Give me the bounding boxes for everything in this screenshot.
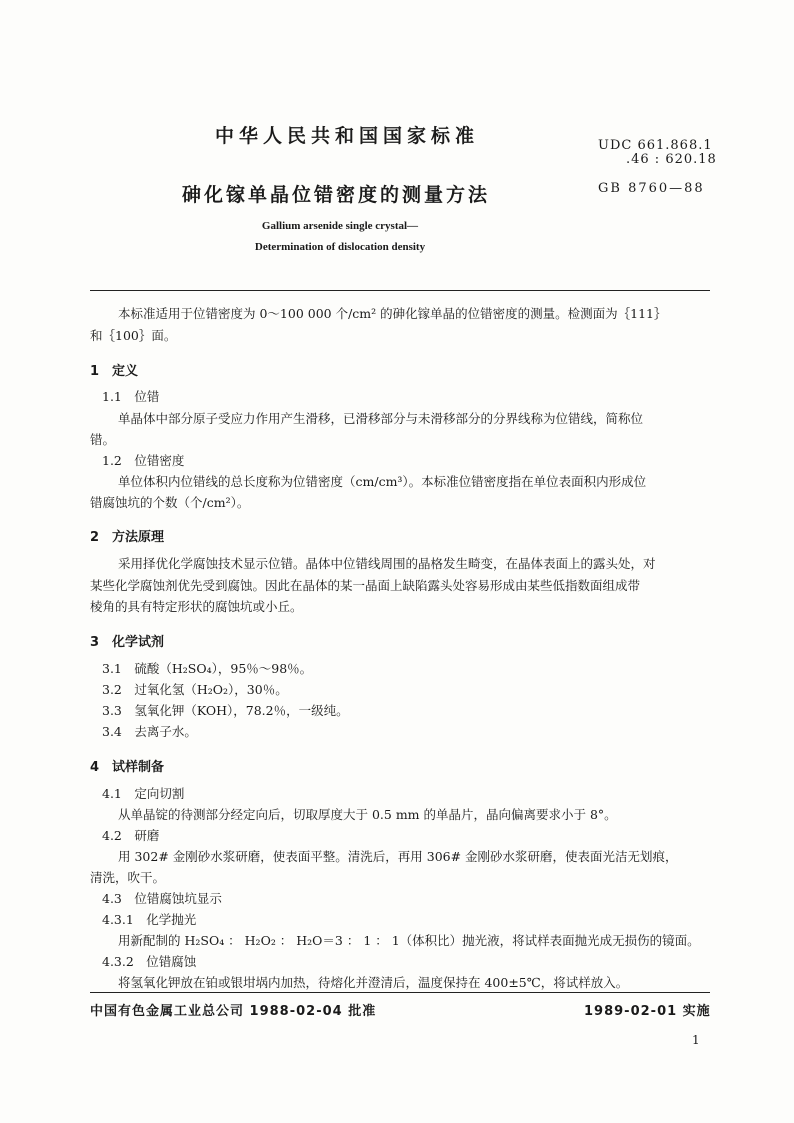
reagent-item-4: 3.4 去离子水。 [102,724,197,739]
section-2-text-line2: 某些化学腐蚀剂优先受到腐蚀。因此在晶体的某一晶面上缺陷露头处容易形成由某些低指数面组成带 [90,578,641,593]
section-4-3-1-text: 用新配制的 H₂SO₄ ： H₂O₂ ： H₂O＝3 ： 1 ： 1（体积比）抛光液，将试样表面抛光成无损伤的镜面。 [118,933,700,948]
document-title: 砷化镓单晶位错密度的测量方法 [182,184,491,206]
section-4-1-heading: 4.1 定向切割 [102,786,185,801]
section-4-2-text-line1: 用 302# 金刚砂水浆研磨，使表面平整。清洗后，再用 306# 金刚砂水浆研磨，使表面光洁无划痕， [118,849,678,864]
section-4-3-heading: 4.3 位错腐蚀坑显示 [102,891,222,906]
intro-line2: 和｛100｝面。 [90,328,177,343]
reagent-item-1: 3.1 硫酸（H₂SO₄），95％～98％。 [102,661,313,676]
footer-divider [90,992,710,993]
section-2-heading: 2 方法原理 [90,530,165,545]
english-title-line1: Gallium arsenide single crystal— [261,220,419,232]
section-1-1-heading: 1.1 位错 [102,389,160,404]
section-2-text-line3: 棱角的具有特定形状的腐蚀坑或小丘。 [90,599,303,614]
udc-code-line2: .46 : 620.18 [626,152,717,167]
section-4-3-2-heading: 4.3.2 位错腐蚀 [102,954,197,969]
section-1-1-text-line1: 单晶体中部分原子受应力作用产生滑移，已滑移部分与未滑移部分的分界线称为位错线，简称位 [118,411,644,426]
section-1-2-text-line1: 单位体积内位错线的总长度称为位错密度（cm/cm³）。本标准位错密度指在单位表面积内形成位 [118,474,647,489]
gb-number: GB 8760—88 [598,181,705,196]
reagent-item-3: 3.3 氢氧化钾（KOH），78.2％，一级纯。 [102,703,349,718]
english-title-line2: Determination of dislocation density [254,241,426,253]
standard-type-heading: 中华人民共和国国家标准 [215,125,480,147]
section-4-1-text: 从单晶锭的待测部分经定向后，切取厚度大于 0.5 mm 的单晶片，晶向偏离要求小于 8°。 [118,807,617,822]
section-4-2-text-line2: 清洗，吹干。 [90,870,166,885]
section-1-1-text-line2: 错。 [90,432,116,447]
header-divider [90,290,710,291]
approval-line: 中国有色金属工业总公司 1988-02-04 批准 [90,1004,377,1019]
section-3-heading: 3 化学试剂 [90,635,165,650]
section-1-2-heading: 1.2 位错密度 [102,453,185,468]
reagent-item-2: 3.2 过氧化氢（H₂O₂），30％。 [102,682,288,697]
section-1-heading: 1 定义 [90,364,139,379]
section-1-2-text-line2: 错腐蚀坑的个数（个/cm²）。 [90,495,250,510]
udc-code-line1: UDC 661.868.1 [598,138,713,153]
section-4-2-heading: 4.2 研磨 [102,828,160,843]
page-number: 1 [692,1033,700,1047]
section-4-3-1-heading: 4.3.1 化学抛光 [102,912,197,927]
intro-line1: 本标准适用于位错密度为 0～100 000 个/cm² 的砷化镓单晶的位错密度的测量。检测面为｛111｝ [118,306,667,321]
section-2-text-line1: 采用择优化学腐蚀技术显示位错。晶体中位错线周围的晶格发生畸变，在晶体表面上的露头处，对 [118,556,656,571]
implementation-date: 1989-02-01 实施 [584,1004,711,1019]
section-4-3-2-text: 将氢氧化钾放在铂或银坩埚内加热，待熔化并澄清后，温度保持在 400±5℃，将试样放入。 [118,975,629,990]
section-4-heading: 4 试样制备 [90,760,165,775]
